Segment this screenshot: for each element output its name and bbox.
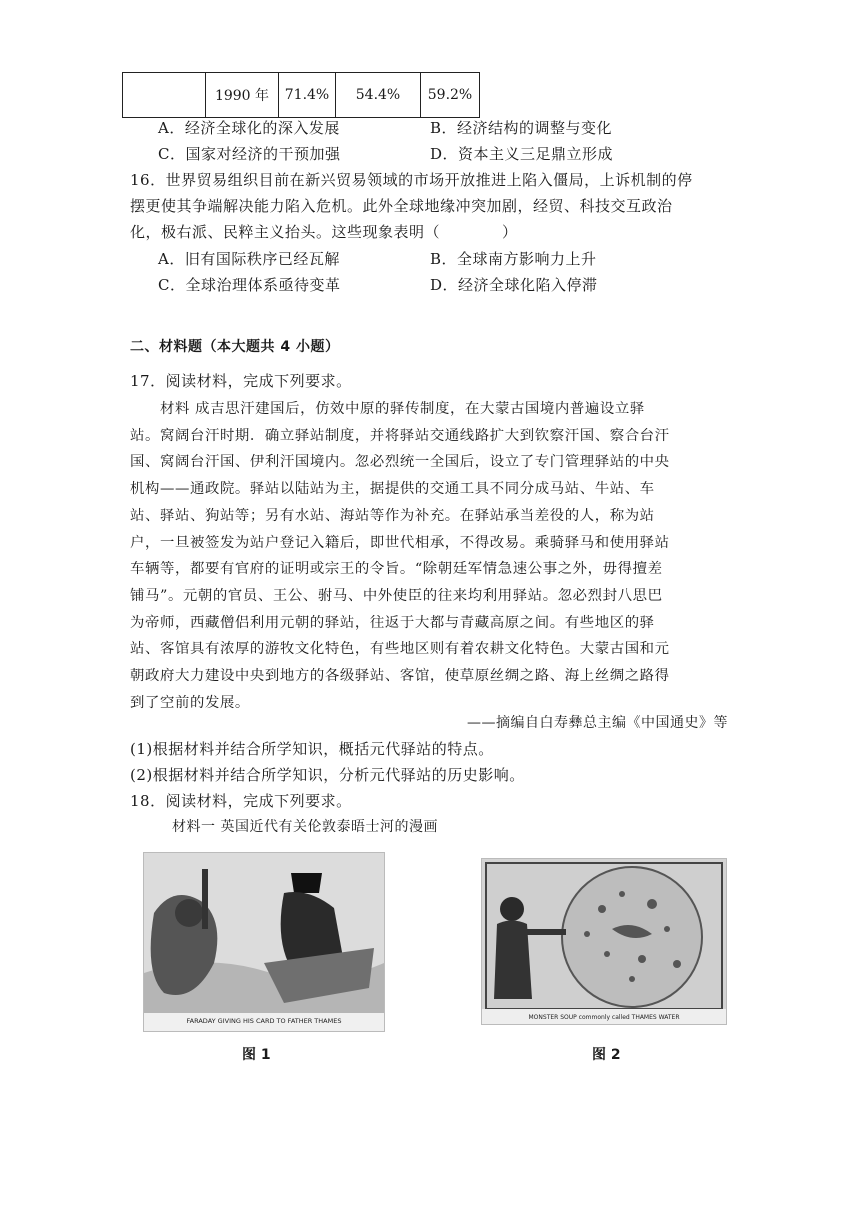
figure-1-label: 图 1 — [242, 1047, 271, 1063]
data-table — [122, 72, 480, 118]
table-row — [123, 73, 480, 118]
q17-requirement-2: (2)根据材料并结合所学知识，分析元代驿站的历史影响。 — [130, 766, 525, 784]
cartoon-illustration-2 — [482, 859, 726, 1024]
q16-option-d: D．经济全球化陷入停滞 — [430, 276, 598, 294]
material-line: 铺马”。元朝的官员、王公、驸马、中外使臣的往来均利用驿站。忽必烈封八思巴 — [130, 587, 663, 604]
table-cell: 54.4% — [336, 73, 421, 118]
material-line: 材料 成吉思汗建国后，仿效中原的驿传制度，在大蒙古国境内普遍设立驿 — [130, 401, 645, 417]
figure-2-label: 图 2 — [592, 1047, 621, 1063]
q16-option-c: C．全球治理体系亟待变革 — [158, 276, 341, 294]
material-line: 站、驿站、狗站等；另有水站、海站等作为补充。在驿站承当差役的人，称为站 — [130, 507, 655, 524]
q17-stem: 17．阅读材料，完成下列要求。 — [130, 372, 352, 390]
material-line: 到了空前的发展。 — [130, 694, 250, 711]
cartoon-illustration-1 — [144, 853, 384, 1031]
cartoon-figure-2 — [481, 858, 727, 1025]
material-line: 站、客馆具有浓厚的游牧文化特色，有些地区则有着农耕文化特色。大蒙古国和元 — [130, 641, 670, 658]
cartoon-1-caption: FARADAY GIVING HIS CARD TO FATHER THAMES — [186, 1017, 342, 1025]
q16-option-a: A．旧有国际秩序已经瓦解 — [158, 250, 340, 268]
q18-material-1-title: 材料一 英国近代有关伦敦泰晤士河的漫画 — [172, 819, 438, 835]
q16-stem-line: 摆更使其争端解决能力陷入危机。此外全球地缘冲突加剧，经贸、科技交互政治 — [130, 197, 673, 215]
table-cell: 1990 年 — [206, 73, 279, 118]
q15-option-a: A．经济全球化的深入发展 — [158, 119, 340, 137]
cartoon-figure-1 — [143, 852, 385, 1032]
material-line: 为帝师，西藏僧侣利用元朝的驿站，往返于大都与青藏高原之间。有些地区的驿 — [130, 614, 655, 631]
q16-stem-line: 16．世界贸易组织目前在新兴贸易领域的市场开放推进上陷入僵局，上诉机制的停 — [130, 171, 693, 189]
material-line: 户，一旦被签发为站户登记入籍后，即世代相承，不得改易。乘骑驿马和使用驿站 — [130, 534, 670, 551]
material-source: ——摘编自白寿彝总主编《中国通史》等 — [467, 715, 728, 731]
material-line: 站。窝阔台汗时期．确立驿站制度，并将驿站交通线路扩大到钦察汗国、察合台汗 — [130, 427, 670, 444]
q15-option-b: B．经济结构的调整与变化 — [430, 119, 613, 137]
q17-requirement-1: (1)根据材料并结合所学知识，概括元代驿站的特点。 — [130, 740, 494, 758]
q18-stem: 18．阅读材料，完成下列要求。 — [130, 792, 352, 810]
table-cell — [123, 73, 206, 118]
q15-option-d: D．资本主义三足鼎立形成 — [430, 145, 614, 163]
material-line: 国、窝阔台汗国、伊利汗国境内。忽必烈统一全国后，设立了专门管理驿站的中央 — [130, 454, 670, 471]
section-heading: 二、材料题（本大题共 4 小题） — [130, 339, 340, 355]
q16-option-b: B．全球南方影响力上升 — [430, 250, 597, 268]
material-line: 车辆等，都要有官府的证明或宗王的令旨。“除朝廷军情急速公事之外，毋得擅差 — [130, 561, 663, 578]
cartoon-2-caption: MONSTER SOUP commonly called THAMES WATER — [528, 1014, 680, 1021]
q17-material — [130, 396, 670, 716]
q15-option-c: C．国家对经济的干预加强 — [158, 145, 341, 163]
material-line: 朝政府大力建设中央到地方的各级驿站、客馆，使草原丝绸之路、海上丝绸之路得 — [130, 668, 670, 685]
q16-stem-line: 化，极右派、民粹主义抬头。这些现象表明（ ） — [130, 223, 518, 241]
table-cell: 59.2% — [421, 73, 480, 118]
table-cell: 71.4% — [279, 73, 336, 118]
material-line: 机构——通政院。驿站以陆站为主，据提供的交通工具不同分成马站、牛站、车 — [130, 481, 655, 498]
